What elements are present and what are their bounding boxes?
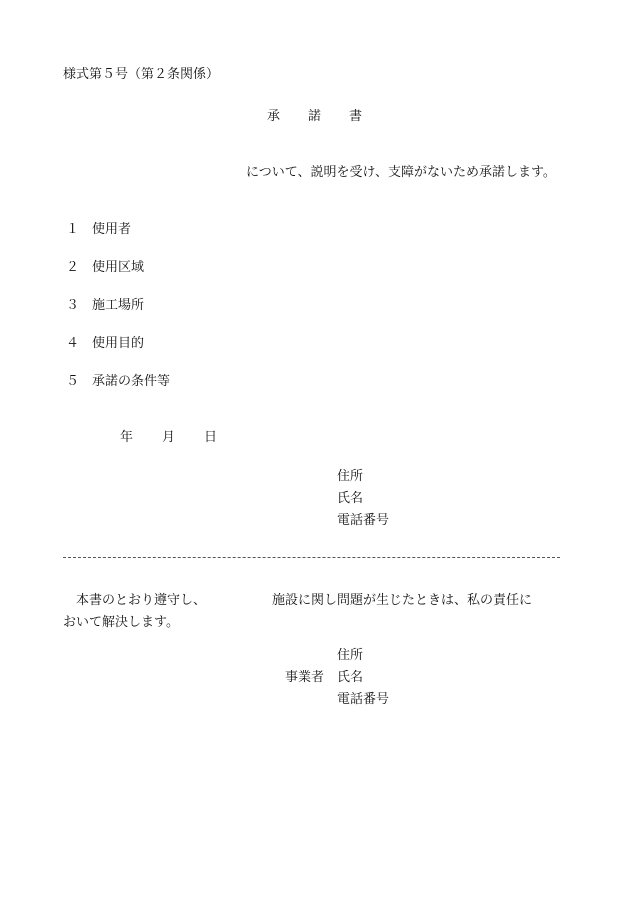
signer-address-label: 住所	[337, 469, 364, 484]
signer-phone-label: 電話番号	[337, 513, 390, 528]
item-number: ５	[66, 374, 80, 389]
document-title: 承諾書	[267, 109, 391, 124]
item-number: ４	[66, 336, 80, 351]
item-label: 使用目的	[92, 336, 145, 351]
business-phone-label: 電話番号	[337, 692, 390, 707]
cut-line-divider	[63, 557, 560, 558]
item-number: ２	[66, 260, 80, 275]
compliance-paragraph	[63, 590, 578, 634]
signer-name-label: 氏名	[337, 491, 364, 506]
business-role-label: 事業者	[285, 670, 325, 685]
item-label: 承諾の条件等	[92, 374, 171, 389]
item-label: 使用区域	[92, 260, 145, 275]
item-label: 施工場所	[92, 298, 145, 313]
item-number: ３	[66, 298, 80, 313]
item-number: １	[66, 222, 80, 237]
paragraph-part2: 施設に関し問題が生じたときは、私の責任に	[272, 593, 533, 608]
item-label: 使用者	[92, 222, 132, 237]
date-month-label: 月	[162, 430, 176, 445]
paragraph-part3: おいて解決します。	[63, 615, 179, 630]
business-name-label: 氏名	[337, 670, 364, 685]
business-address-label: 住所	[337, 648, 364, 663]
paragraph-part1: 本書のとおり遵守し、	[76, 593, 207, 608]
consent-statement: について、説明を受け、支障がないため承諾します。	[246, 165, 556, 180]
date-year-label: 年	[120, 430, 134, 445]
form-number: 様式第５号（第２条関係）	[63, 67, 220, 82]
date-day-label: 日	[204, 430, 218, 445]
